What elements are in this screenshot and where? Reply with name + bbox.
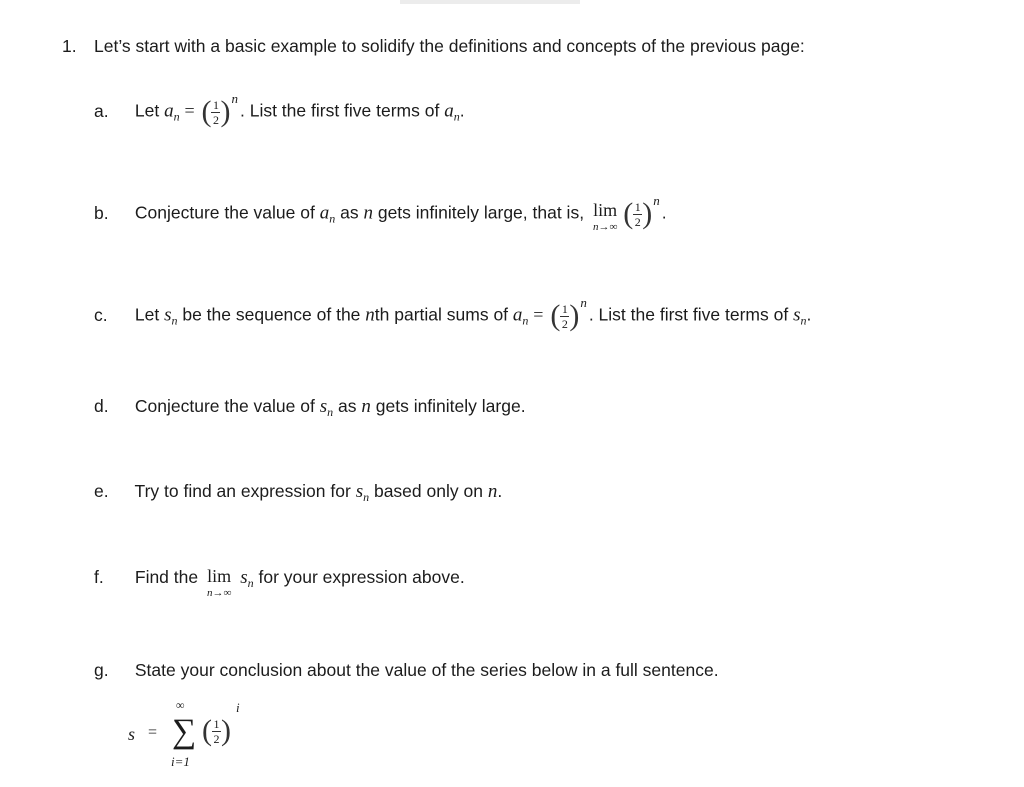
subscript-n: n <box>173 109 180 124</box>
lim-word: lim <box>593 200 618 220</box>
subscript-n: n <box>171 313 178 328</box>
item-text: gets infinitely large. <box>375 396 526 416</box>
item-text: Conjecture the value of <box>134 202 315 223</box>
item-text: . List the first five terms of <box>588 304 789 325</box>
subscript-n: n <box>247 576 254 590</box>
n-symbol: n <box>363 202 373 224</box>
numerator: 1 <box>634 199 641 214</box>
numerator: 1 <box>212 97 219 112</box>
exponent: n <box>580 294 587 310</box>
series-formula <box>128 698 258 778</box>
period: . <box>806 304 812 325</box>
item-text: Let <box>134 100 160 121</box>
lim-subscript: n→∞ <box>592 221 618 233</box>
item-text: Try to find an expression for <box>134 481 351 501</box>
denominator: 2 <box>561 316 568 331</box>
half-power: ( $\frac{1}{2}$ )$^n$ <box>201 90 238 128</box>
n-symbol: n <box>365 304 375 326</box>
question-number: 1. <box>62 36 77 56</box>
item-g <box>94 658 719 682</box>
s-symbol: s <box>128 724 136 744</box>
s-symbol: s <box>355 481 364 502</box>
item-text: Conjecture the value of <box>134 396 315 416</box>
numerator: 1 <box>213 716 220 731</box>
item-c <box>94 294 812 333</box>
item-label: f. <box>94 567 104 587</box>
item-text: Find the <box>134 567 199 587</box>
numerator: 1 <box>561 301 568 316</box>
denominator: 2 <box>634 214 641 229</box>
item-label: e. <box>94 481 109 501</box>
question-1 <box>62 34 805 58</box>
equals-sign: = <box>184 100 195 121</box>
subscript-n: n <box>329 211 336 226</box>
item-text: based only on <box>373 481 483 501</box>
limit <box>593 199 617 233</box>
item-text: as <box>338 396 357 416</box>
period: . <box>459 100 465 121</box>
item-text: th partial sums of <box>374 304 509 325</box>
a-symbol: a <box>164 100 174 122</box>
s-symbol: s <box>164 304 172 326</box>
item-text: . List the first five terms of <box>239 100 440 121</box>
item-label: a. <box>94 100 109 121</box>
item-b <box>94 192 667 233</box>
half-power: ( $\frac{1}{2}$ )$^n$ <box>550 294 587 332</box>
sum-upper-limit: ∞ <box>176 698 185 712</box>
equals-sign: = <box>148 724 158 741</box>
half-fraction: ( $\frac{1}{2}$ ) <box>202 714 231 747</box>
item-label: d. <box>94 396 109 416</box>
item-label: b. <box>94 202 109 223</box>
subscript-n: n <box>363 490 370 504</box>
item-text: be the sequence of the <box>182 304 361 325</box>
item-text: for your expression above. <box>258 567 465 587</box>
a-symbol: a <box>444 100 454 122</box>
subscript-n: n <box>327 405 334 419</box>
item-text: as <box>340 202 359 223</box>
item-text: gets infinitely large, that is, <box>377 202 585 223</box>
item-a <box>94 90 465 129</box>
item-f <box>94 565 465 599</box>
half-power: ( $\frac{1}{2}$ )$^n$ <box>623 192 660 230</box>
period: . <box>661 202 667 223</box>
s-symbol: s <box>319 396 328 417</box>
item-e <box>94 479 502 509</box>
sigma-symbol: ∑ <box>172 713 197 750</box>
equals-sign: = <box>533 304 544 325</box>
n-symbol: n <box>361 396 371 417</box>
item-text: State your conclusion about the value of the series below in a full sentence. <box>134 660 719 680</box>
denominator: 2 <box>212 112 219 127</box>
lim-word: lim <box>207 566 232 586</box>
a-symbol: a <box>512 304 523 326</box>
exponent: n <box>231 90 238 106</box>
n-symbol: n <box>487 481 498 502</box>
s-symbol: s <box>793 304 801 326</box>
s-symbol: s <box>240 567 248 588</box>
exponent: n <box>653 192 660 208</box>
period: . <box>497 481 503 501</box>
item-text: Let <box>134 304 160 325</box>
subscript-n: n <box>453 109 460 124</box>
subscript-n: n <box>800 313 807 328</box>
item-label: c. <box>94 304 108 325</box>
exponent: i <box>236 700 240 715</box>
denominator: 2 <box>213 731 220 746</box>
top-edge-bar <box>400 0 580 4</box>
sum-lower-limit: i=1 <box>171 754 190 769</box>
lim-subscript: n→∞ <box>206 587 232 599</box>
a-symbol: a <box>319 202 330 224</box>
subscript-n: n <box>522 313 529 328</box>
question-text: Let’s start with a basic example to solidify the definitions and concepts of the previous page: <box>94 36 805 56</box>
item-label: g. <box>94 660 109 680</box>
limit <box>207 565 231 599</box>
item-d <box>94 394 526 424</box>
